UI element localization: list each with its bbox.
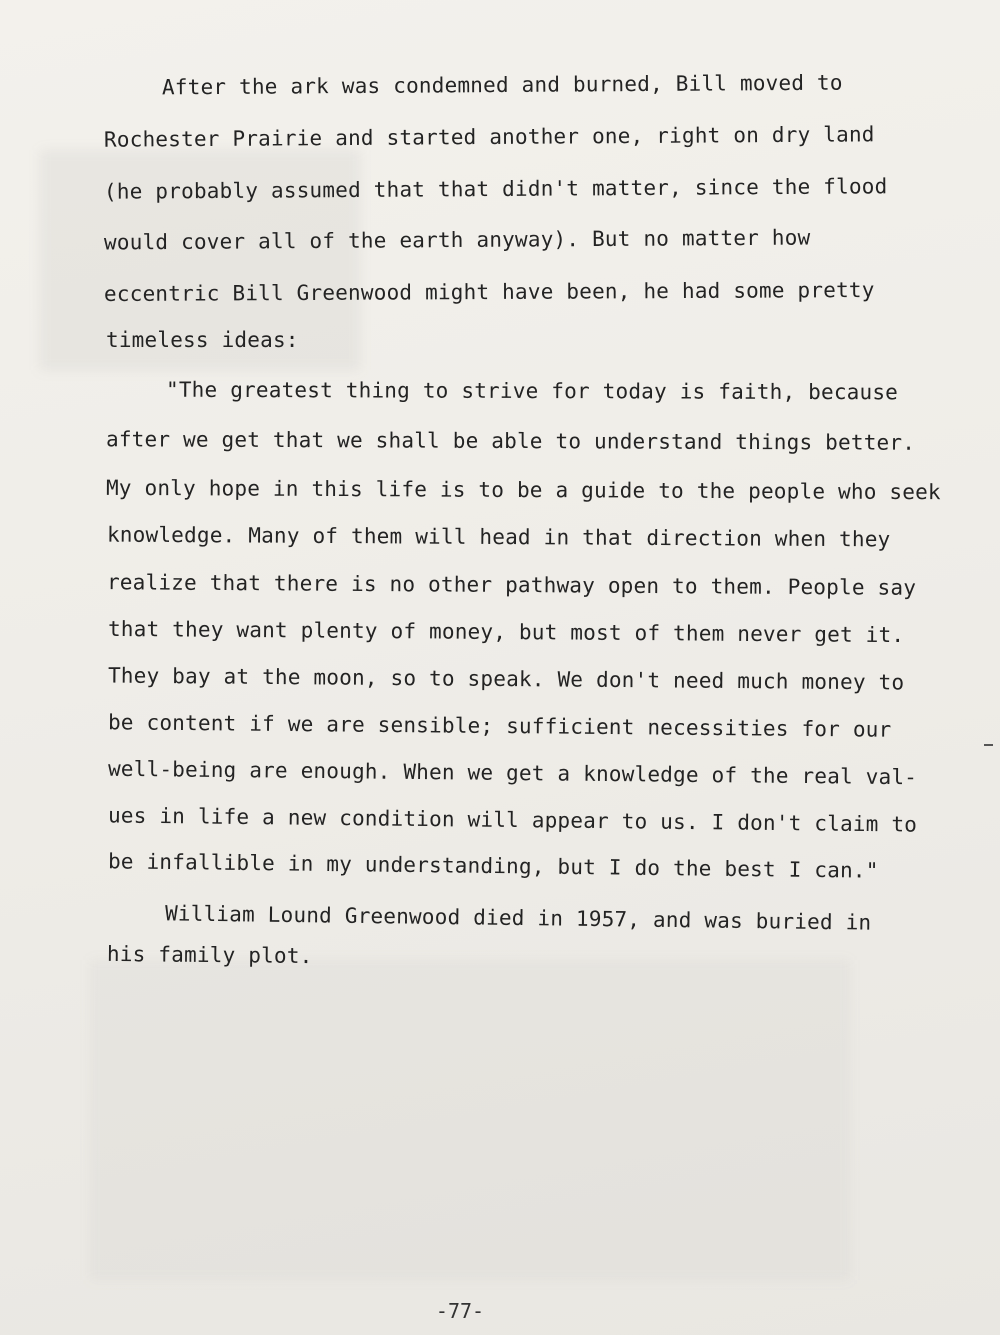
text-line: realize that there is no other pathway open to them. People say <box>106 570 917 600</box>
text-line: his family plot. <box>106 941 313 969</box>
text-line: knowledge. Many of them will head in that direction when they <box>106 522 891 552</box>
text-line: (he probably assumed that that didn't matter, since the flood <box>103 174 888 204</box>
text-line: that they want plenty of money, but most of them never get it. <box>107 616 905 648</box>
text-line: eccentric Bill Greenwood might have been, he had some pretty <box>103 277 875 307</box>
margin-mark <box>984 744 993 746</box>
text-line: ues in life a new condition will appear to us. I don't claim to <box>107 803 918 837</box>
text-line: Rochester Prairie and started another one, right on dry land <box>103 122 875 152</box>
text-line: They bay at the moon, so to speak. We don't need much money to <box>107 663 905 695</box>
text-line: timeless ideas: <box>106 328 299 352</box>
text-line: well-being are enough. When we get a knowledge of the real val- <box>107 756 918 790</box>
text-line: after we get that we shall be able to understand things better. <box>105 427 916 455</box>
text-line: "The greatest thing to strive for today is faith, because <box>165 377 899 405</box>
text-line: My only hope in this life is to be a guide to the people who seek <box>105 475 941 505</box>
text-line: be content if we are sensible; sufficient necessities for our <box>107 710 892 742</box>
text-line: would cover all of the earth anyway). But no matter how <box>103 225 811 255</box>
text-line: William Lound Greenwood died in 1957, and was buried in <box>164 901 872 935</box>
page-number: -77- <box>435 1299 485 1323</box>
text-line: After the ark was condemned and burned, Bill moved to <box>161 70 843 100</box>
text-line: be infallible in my understanding, but I do the best I can." <box>107 849 879 883</box>
